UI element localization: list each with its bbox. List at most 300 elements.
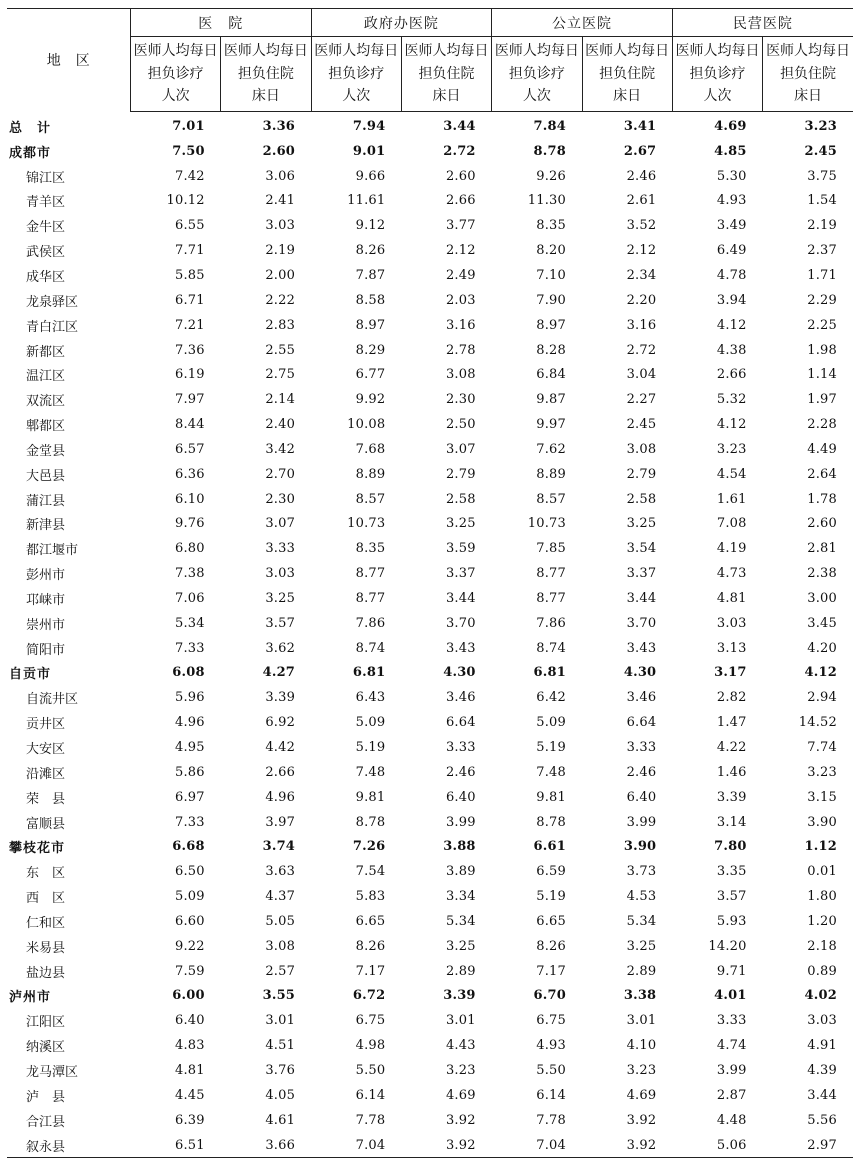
region-name-cell: 总 计 — [9, 120, 52, 136]
value-cell: 2.79 — [626, 466, 657, 482]
table-row-city — [7, 984, 853, 1009]
value-cell: 2.25 — [807, 317, 837, 333]
value-cell: 3.44 — [807, 1087, 837, 1103]
value-cell: 1.78 — [807, 491, 837, 507]
value-cell: 8.57 — [355, 491, 386, 507]
value-cell: 3.37 — [626, 566, 657, 582]
region-name-cell: 纳溪区 — [26, 1040, 66, 1056]
table-row-district — [7, 362, 853, 387]
value-cell: 3.36 — [262, 118, 296, 134]
value-cell: 0.01 — [807, 864, 837, 880]
value-cell: 4.53 — [626, 889, 657, 905]
value-cell: 8.77 — [536, 566, 566, 582]
value-cell: 8.26 — [536, 938, 566, 954]
region-name-cell: 荣 县 — [26, 791, 66, 807]
value-cell: 6.75 — [355, 1013, 386, 1029]
value-cell: 9.22 — [175, 938, 205, 954]
value-cell: 3.07 — [445, 441, 476, 457]
value-cell: 3.23 — [804, 118, 837, 134]
value-cell: 3.33 — [716, 1013, 747, 1029]
value-cell: 8.77 — [355, 566, 386, 582]
value-cell: 6.65 — [536, 913, 566, 929]
value-cell: 6.70 — [533, 988, 566, 1004]
value-cell: 10.08 — [347, 417, 386, 433]
region-name-cell: 叙永县 — [26, 1139, 66, 1155]
value-cell: 7.86 — [536, 615, 566, 631]
value-cell: 2.66 — [265, 764, 296, 780]
value-cell: 5.83 — [355, 889, 386, 905]
value-cell: 4.39 — [807, 1062, 837, 1078]
value-cell: 3.03 — [265, 218, 296, 234]
region-name-cell: 沿滩区 — [26, 766, 66, 782]
value-cell: 3.75 — [807, 168, 837, 184]
value-cell: 8.78 — [355, 814, 386, 830]
table-row-district — [7, 288, 853, 313]
value-cell: 7.21 — [175, 317, 205, 333]
table-row-district — [7, 934, 853, 959]
value-cell: 7.78 — [355, 1112, 386, 1128]
value-cell: 9.71 — [716, 963, 747, 979]
value-cell: 7.38 — [175, 566, 205, 582]
value-cell: 7.42 — [175, 168, 205, 184]
value-cell: 7.33 — [175, 640, 205, 656]
value-cell: 5.85 — [175, 267, 205, 283]
value-cell: 3.35 — [716, 864, 747, 880]
value-cell: 6.65 — [355, 913, 386, 929]
value-cell: 14.52 — [798, 715, 837, 731]
value-cell: 7.48 — [355, 764, 386, 780]
table-row-district — [7, 1108, 853, 1133]
region-name-cell: 自贡市 — [9, 667, 52, 683]
value-cell: 3.55 — [262, 988, 296, 1004]
value-cell: 3.70 — [445, 615, 476, 631]
value-cell: 6.51 — [175, 1137, 205, 1153]
value-cell: 6.81 — [352, 665, 386, 681]
value-cell: 3.23 — [716, 441, 747, 457]
value-cell: 3.90 — [807, 814, 837, 830]
value-cell: 6.49 — [716, 243, 747, 259]
value-cell: 2.72 — [443, 143, 476, 159]
value-cell: 7.36 — [175, 342, 205, 358]
region-name-cell: 泸州市 — [9, 990, 52, 1006]
value-cell: 5.19 — [355, 740, 386, 756]
table-row-district — [7, 164, 853, 189]
value-cell: 4.05 — [265, 1087, 296, 1103]
value-cell: 6.55 — [175, 218, 205, 234]
value-cell: 8.77 — [536, 590, 566, 606]
value-cell: 8.26 — [355, 243, 386, 259]
value-cell: 7.84 — [533, 118, 566, 134]
value-cell: 3.33 — [626, 740, 657, 756]
value-cell: 3.52 — [626, 218, 657, 234]
value-cell: 5.09 — [175, 889, 205, 905]
region-name-cell: 成华区 — [26, 269, 66, 285]
value-cell: 4.12 — [804, 665, 837, 681]
value-cell: 4.96 — [265, 789, 296, 805]
value-cell: 3.33 — [445, 740, 476, 756]
subheader-inpatient-bed-days-0: 医师人均每日 担负住院 床日 — [221, 37, 311, 112]
value-cell: 0.89 — [807, 963, 837, 979]
value-cell: 2.30 — [445, 392, 476, 408]
value-cell: 1.71 — [807, 267, 837, 283]
value-cell: 2.55 — [265, 342, 296, 358]
value-cell: 4.02 — [804, 988, 837, 1004]
region-name-cell: 金牛区 — [26, 220, 66, 236]
value-cell: 6.92 — [265, 715, 296, 731]
region-name-cell: 富顺县 — [26, 816, 66, 832]
value-cell: 4.01 — [714, 988, 747, 1004]
value-cell: 3.13 — [716, 640, 747, 656]
value-cell: 3.97 — [265, 814, 296, 830]
value-cell: 3.74 — [262, 839, 296, 855]
value-cell: 2.57 — [265, 963, 296, 979]
table-row-district — [7, 536, 853, 561]
value-cell: 2.72 — [626, 342, 657, 358]
value-cell: 7.68 — [355, 441, 386, 457]
region-name-cell: 江阳区 — [26, 1015, 66, 1031]
value-cell: 2.20 — [626, 292, 657, 308]
region-name-cell: 郫都区 — [26, 419, 66, 435]
table-row-district — [7, 1133, 853, 1158]
value-cell: 9.81 — [536, 789, 566, 805]
value-cell: 6.39 — [175, 1112, 205, 1128]
value-cell: 9.97 — [536, 417, 566, 433]
value-cell: 7.54 — [355, 864, 386, 880]
subheader-inpatient-bed-days-1: 医师人均每日 担负住院 床日 — [401, 37, 491, 112]
table-row-district — [7, 213, 853, 238]
value-cell: 3.34 — [445, 889, 476, 905]
value-cell: 2.12 — [445, 243, 476, 259]
region-name-cell: 都江堰市 — [26, 543, 79, 559]
value-cell: 3.90 — [623, 839, 657, 855]
value-cell: 6.57 — [175, 441, 205, 457]
value-cell: 6.00 — [172, 988, 205, 1004]
value-cell: 3.44 — [445, 590, 476, 606]
value-cell: 8.58 — [355, 292, 386, 308]
value-cell: 7.17 — [536, 963, 566, 979]
value-cell: 1.97 — [807, 392, 837, 408]
region-name-cell: 龙泉驿区 — [26, 294, 79, 310]
value-cell: 5.32 — [716, 392, 747, 408]
value-cell: 4.81 — [175, 1062, 205, 1078]
value-cell: 5.86 — [175, 764, 205, 780]
table-row-district — [7, 238, 853, 263]
value-cell: 9.12 — [355, 218, 386, 234]
region-name-cell: 武侯区 — [26, 245, 66, 261]
region-name-cell: 双流区 — [26, 394, 66, 410]
value-cell: 3.54 — [626, 541, 657, 557]
value-cell: 7.90 — [536, 292, 566, 308]
table-row-district — [7, 611, 853, 636]
value-cell: 7.17 — [355, 963, 386, 979]
value-cell: 4.20 — [807, 640, 837, 656]
value-cell: 3.46 — [445, 690, 476, 706]
value-cell: 5.19 — [536, 889, 566, 905]
table-row-district — [7, 636, 853, 661]
value-cell: 3.33 — [265, 541, 296, 557]
value-cell: 8.89 — [536, 466, 566, 482]
value-cell: 1.46 — [716, 764, 747, 780]
region-name-cell: 锦江区 — [26, 170, 66, 186]
value-cell: 4.48 — [716, 1112, 747, 1128]
value-cell: 2.46 — [626, 764, 657, 780]
value-cell: 6.80 — [175, 541, 205, 557]
value-cell: 5.56 — [807, 1112, 837, 1128]
value-cell: 4.12 — [716, 417, 747, 433]
region-name-cell: 青羊区 — [26, 195, 66, 211]
subheader-outpatient-visits-0: 医师人均每日 担负诊疗 人次 — [130, 37, 220, 112]
value-cell: 3.23 — [445, 1062, 476, 1078]
region-name-cell: 西 区 — [26, 891, 66, 907]
value-cell: 4.19 — [716, 541, 747, 557]
region-name-cell: 攀枝花市 — [9, 841, 66, 857]
value-cell: 6.75 — [536, 1013, 566, 1029]
value-cell: 8.78 — [533, 143, 566, 159]
value-cell: 5.93 — [716, 913, 747, 929]
value-cell: 2.70 — [265, 466, 296, 482]
value-cell: 6.14 — [536, 1087, 566, 1103]
value-cell: 6.19 — [175, 367, 205, 383]
value-cell: 3.01 — [265, 1013, 296, 1029]
value-cell: 3.92 — [626, 1137, 657, 1153]
value-cell: 8.57 — [536, 491, 566, 507]
value-cell: 4.37 — [265, 889, 296, 905]
value-cell: 3.23 — [626, 1062, 657, 1078]
value-cell: 2.19 — [265, 243, 296, 259]
value-cell: 4.81 — [716, 590, 747, 606]
value-cell: 4.38 — [716, 342, 747, 358]
table-row-district — [7, 313, 853, 338]
region-name-cell: 金堂县 — [26, 443, 66, 459]
value-cell: 9.76 — [175, 516, 205, 532]
value-cell: 8.29 — [355, 342, 386, 358]
region-name-cell: 崇州市 — [26, 617, 66, 633]
value-cell: 5.96 — [175, 690, 205, 706]
value-cell: 3.92 — [626, 1112, 657, 1128]
value-cell: 2.46 — [626, 168, 657, 184]
value-cell: 7.78 — [536, 1112, 566, 1128]
value-cell: 3.70 — [626, 615, 657, 631]
value-cell: 4.69 — [714, 118, 747, 134]
value-cell: 7.08 — [716, 516, 747, 532]
value-cell: 8.97 — [355, 317, 386, 333]
value-cell: 11.30 — [527, 193, 566, 209]
value-cell: 8.74 — [355, 640, 386, 656]
value-cell: 3.16 — [626, 317, 657, 333]
value-cell: 4.30 — [443, 665, 476, 681]
value-cell: 3.44 — [443, 118, 476, 134]
value-cell: 5.50 — [355, 1062, 386, 1078]
value-cell: 5.34 — [445, 913, 476, 929]
subheader-outpatient-visits-1: 医师人均每日 担负诊疗 人次 — [311, 37, 401, 112]
subheader-inpatient-bed-days-2: 医师人均每日 担负住院 床日 — [582, 37, 672, 112]
value-cell: 6.43 — [355, 690, 386, 706]
value-cell: 3.25 — [626, 938, 657, 954]
value-cell: 7.94 — [352, 118, 386, 134]
value-cell: 3.16 — [445, 317, 476, 333]
value-cell: 2.45 — [626, 417, 657, 433]
value-cell: 11.61 — [347, 193, 386, 209]
region-name-cell: 龙马潭区 — [26, 1064, 79, 1080]
value-cell: 2.22 — [265, 292, 296, 308]
value-cell: 4.22 — [716, 740, 747, 756]
value-cell: 6.61 — [533, 839, 566, 855]
value-cell: 7.59 — [175, 963, 205, 979]
value-cell: 3.14 — [716, 814, 747, 830]
value-cell: 1.54 — [807, 193, 837, 209]
group-header-public-hospital: 公立医院 — [492, 9, 673, 37]
value-cell: 2.60 — [807, 516, 837, 532]
value-cell: 3.73 — [626, 864, 657, 880]
value-cell: 7.87 — [355, 267, 386, 283]
value-cell: 2.75 — [265, 367, 296, 383]
value-cell: 2.97 — [807, 1137, 837, 1153]
value-cell: 10.73 — [527, 516, 566, 532]
value-cell: 3.08 — [445, 367, 476, 383]
table-row-city — [7, 661, 853, 686]
value-cell: 2.28 — [807, 417, 837, 433]
region-name-cell: 盐边县 — [26, 965, 66, 981]
region-name-cell: 青白江区 — [26, 319, 79, 335]
table-row-district — [7, 735, 853, 760]
value-cell: 4.96 — [175, 715, 205, 731]
value-cell: 2.79 — [445, 466, 476, 482]
value-cell: 4.69 — [445, 1087, 476, 1103]
region-name-cell: 成都市 — [9, 145, 52, 161]
value-cell: 4.51 — [265, 1038, 296, 1054]
value-cell: 3.62 — [265, 640, 296, 656]
region-name-cell: 邛崃市 — [26, 592, 66, 608]
value-cell: 9.01 — [352, 143, 386, 159]
value-cell: 2.87 — [716, 1087, 747, 1103]
value-cell: 4.49 — [807, 441, 837, 457]
value-cell: 3.57 — [265, 615, 296, 631]
table-row-district — [7, 1033, 853, 1058]
value-cell: 2.82 — [716, 690, 747, 706]
value-cell: 1.12 — [804, 839, 837, 855]
value-cell: 9.26 — [536, 168, 566, 184]
value-cell: 2.18 — [807, 938, 837, 954]
value-cell: 9.66 — [355, 168, 386, 184]
value-cell: 5.50 — [536, 1062, 566, 1078]
value-cell: 14.20 — [708, 938, 747, 954]
value-cell: 8.44 — [175, 417, 205, 433]
value-cell: 2.83 — [265, 317, 296, 333]
value-cell: 5.09 — [536, 715, 566, 731]
value-cell: 6.10 — [175, 491, 205, 507]
value-cell: 9.92 — [355, 392, 386, 408]
value-cell: 6.72 — [352, 988, 386, 1004]
value-cell: 4.93 — [536, 1038, 566, 1054]
region-name-cell: 东 区 — [26, 866, 66, 882]
value-cell: 6.77 — [355, 367, 386, 383]
region-name-cell: 自流井区 — [26, 692, 79, 708]
value-cell: 3.25 — [445, 938, 476, 954]
value-cell: 4.83 — [175, 1038, 205, 1054]
value-cell: 6.97 — [175, 789, 205, 805]
table-row-district — [7, 909, 853, 934]
value-cell: 8.89 — [355, 466, 386, 482]
value-cell: 7.06 — [175, 590, 205, 606]
value-cell: 3.94 — [716, 292, 747, 308]
value-cell: 1.80 — [807, 889, 837, 905]
value-cell: 10.73 — [347, 516, 386, 532]
value-cell: 7.71 — [175, 243, 205, 259]
table-row-district — [7, 685, 853, 710]
value-cell: 3.77 — [445, 218, 476, 234]
value-cell: 2.64 — [807, 466, 837, 482]
value-cell: 5.05 — [265, 913, 296, 929]
value-cell: 7.33 — [175, 814, 205, 830]
value-cell: 3.99 — [626, 814, 657, 830]
table-row-district — [7, 1058, 853, 1083]
value-cell: 3.07 — [265, 516, 296, 532]
value-cell: 2.66 — [445, 193, 476, 209]
subheader-outpatient-visits-3: 医师人均每日 担负诊疗 人次 — [672, 37, 762, 112]
value-cell: 3.15 — [807, 789, 837, 805]
value-cell: 5.19 — [536, 740, 566, 756]
value-cell: 9.81 — [355, 789, 386, 805]
value-cell: 2.58 — [445, 491, 476, 507]
value-cell: 2.89 — [445, 963, 476, 979]
value-cell: 1.47 — [716, 715, 747, 731]
value-cell: 4.43 — [445, 1038, 476, 1054]
value-cell: 2.27 — [626, 392, 657, 408]
table-row-district — [7, 189, 853, 214]
value-cell: 6.36 — [175, 466, 205, 482]
value-cell: 1.14 — [807, 367, 837, 383]
group-header-private-hospital: 民营医院 — [672, 9, 853, 37]
value-cell: 7.62 — [536, 441, 566, 457]
value-cell: 6.68 — [172, 839, 205, 855]
value-cell: 8.77 — [355, 590, 386, 606]
table-row-district — [7, 760, 853, 785]
value-cell: 2.67 — [623, 143, 657, 159]
region-name-cell: 蒲江县 — [26, 493, 66, 509]
value-cell: 2.29 — [807, 292, 837, 308]
value-cell: 3.39 — [265, 690, 296, 706]
value-cell: 8.28 — [536, 342, 566, 358]
region-column-header: 地 区 — [7, 9, 130, 112]
value-cell: 2.46 — [445, 764, 476, 780]
hospital-workload-table — [7, 8, 853, 1158]
value-cell: 3.06 — [265, 168, 296, 184]
region-name-cell: 仁和区 — [26, 915, 66, 931]
region-name-cell: 简阳市 — [26, 642, 66, 658]
value-cell: 6.60 — [175, 913, 205, 929]
value-cell: 3.03 — [265, 566, 296, 582]
region-name-cell: 大邑县 — [26, 468, 66, 484]
value-cell: 4.27 — [262, 665, 296, 681]
value-cell: 3.08 — [265, 938, 296, 954]
value-cell: 3.89 — [445, 864, 476, 880]
region-name-cell: 新都区 — [26, 344, 66, 360]
region-name-cell: 米易县 — [26, 940, 66, 956]
value-cell: 2.00 — [265, 267, 296, 283]
value-cell: 3.43 — [445, 640, 476, 656]
value-cell: 2.40 — [265, 417, 296, 433]
value-cell: 2.78 — [445, 342, 476, 358]
value-cell: 6.71 — [175, 292, 205, 308]
value-cell: 9.87 — [536, 392, 566, 408]
value-cell: 4.42 — [265, 740, 296, 756]
value-cell: 3.63 — [265, 864, 296, 880]
value-cell: 6.14 — [355, 1087, 386, 1103]
value-cell: 3.37 — [445, 566, 476, 582]
value-cell: 6.64 — [626, 715, 657, 731]
value-cell: 7.86 — [355, 615, 386, 631]
table-row-district — [7, 437, 853, 462]
